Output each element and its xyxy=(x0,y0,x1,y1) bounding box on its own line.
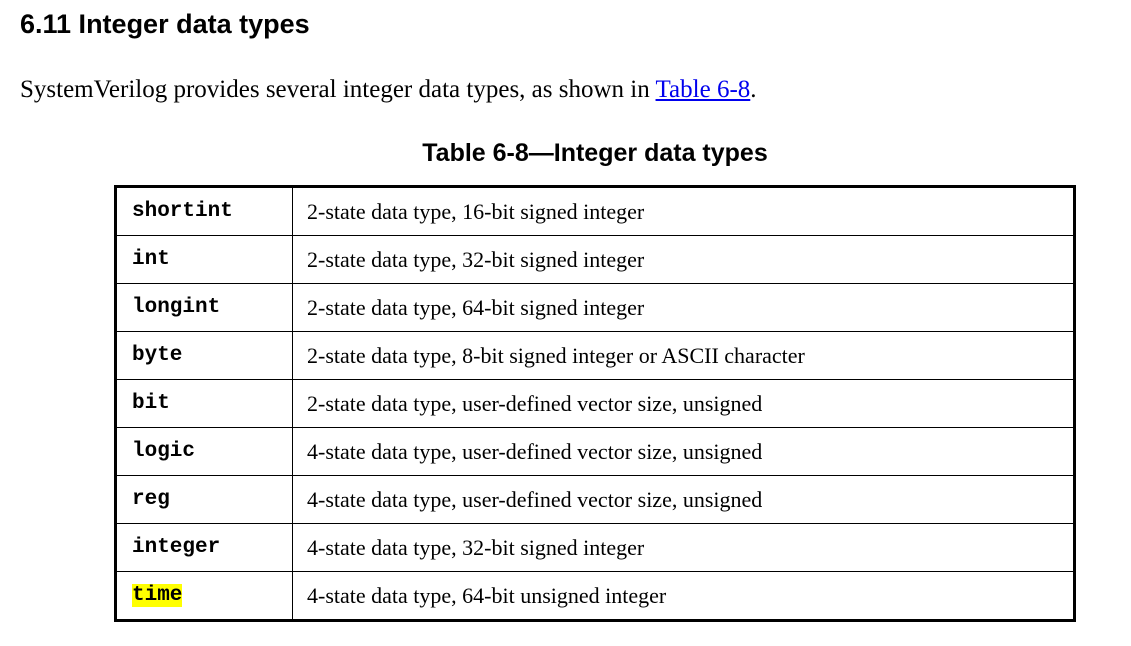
table-row xyxy=(116,572,1075,621)
type-name: time xyxy=(132,584,183,607)
table-row xyxy=(116,380,1075,428)
type-name: reg xyxy=(132,488,170,511)
table-row xyxy=(116,332,1075,380)
type-name: bit xyxy=(132,392,170,415)
type-name-cell xyxy=(116,236,293,284)
type-name-cell xyxy=(116,476,293,524)
type-description-cell: 2-state data type, 8-bit signed integer or ASCII character xyxy=(293,332,1075,380)
type-name: integer xyxy=(132,536,221,559)
table-caption: Table 6-8—Integer data types xyxy=(422,139,768,167)
type-name-cell xyxy=(116,428,293,476)
type-name: int xyxy=(132,248,170,271)
type-name: longint xyxy=(132,296,221,319)
type-description-cell: 4-state data type, 32-bit signed integer xyxy=(293,524,1075,572)
table-row xyxy=(116,524,1075,572)
type-description-cell: 4-state data type, 64-bit unsigned integer xyxy=(293,572,1075,621)
table-reference-link[interactable]: Table 6-8 xyxy=(655,76,751,103)
type-description-cell: 2-state data type, user-defined vector size, unsigned xyxy=(293,380,1075,428)
intro-paragraph xyxy=(20,73,757,107)
type-description-cell: 2-state data type, 16-bit signed integer xyxy=(293,187,1075,236)
table-row xyxy=(116,476,1075,524)
table-row xyxy=(116,284,1075,332)
table-row xyxy=(116,428,1075,476)
type-description-cell: 4-state data type, user-defined vector size, unsigned xyxy=(293,476,1075,524)
intro-period: . xyxy=(750,76,757,103)
integer-types-table xyxy=(114,185,1076,622)
intro-text: SystemVerilog provides several integer data types, as shown in xyxy=(20,76,656,103)
type-description-cell: 2-state data type, 64-bit signed integer xyxy=(293,284,1075,332)
type-name: byte xyxy=(132,344,183,367)
type-name-cell xyxy=(116,572,293,621)
type-name-cell xyxy=(116,284,293,332)
type-name: shortint xyxy=(132,200,233,223)
type-description-cell: 2-state data type, 32-bit signed integer xyxy=(293,236,1075,284)
type-name-cell xyxy=(116,187,293,236)
section-heading: 6.11 Integer data types xyxy=(20,9,310,39)
type-name-cell xyxy=(116,524,293,572)
table-row xyxy=(116,187,1075,236)
type-name: logic xyxy=(132,440,196,463)
type-name-cell xyxy=(116,380,293,428)
type-description-cell: 4-state data type, user-defined vector size, unsigned xyxy=(293,428,1075,476)
table-row xyxy=(116,236,1075,284)
table-body xyxy=(116,187,1075,621)
type-name-cell xyxy=(116,332,293,380)
